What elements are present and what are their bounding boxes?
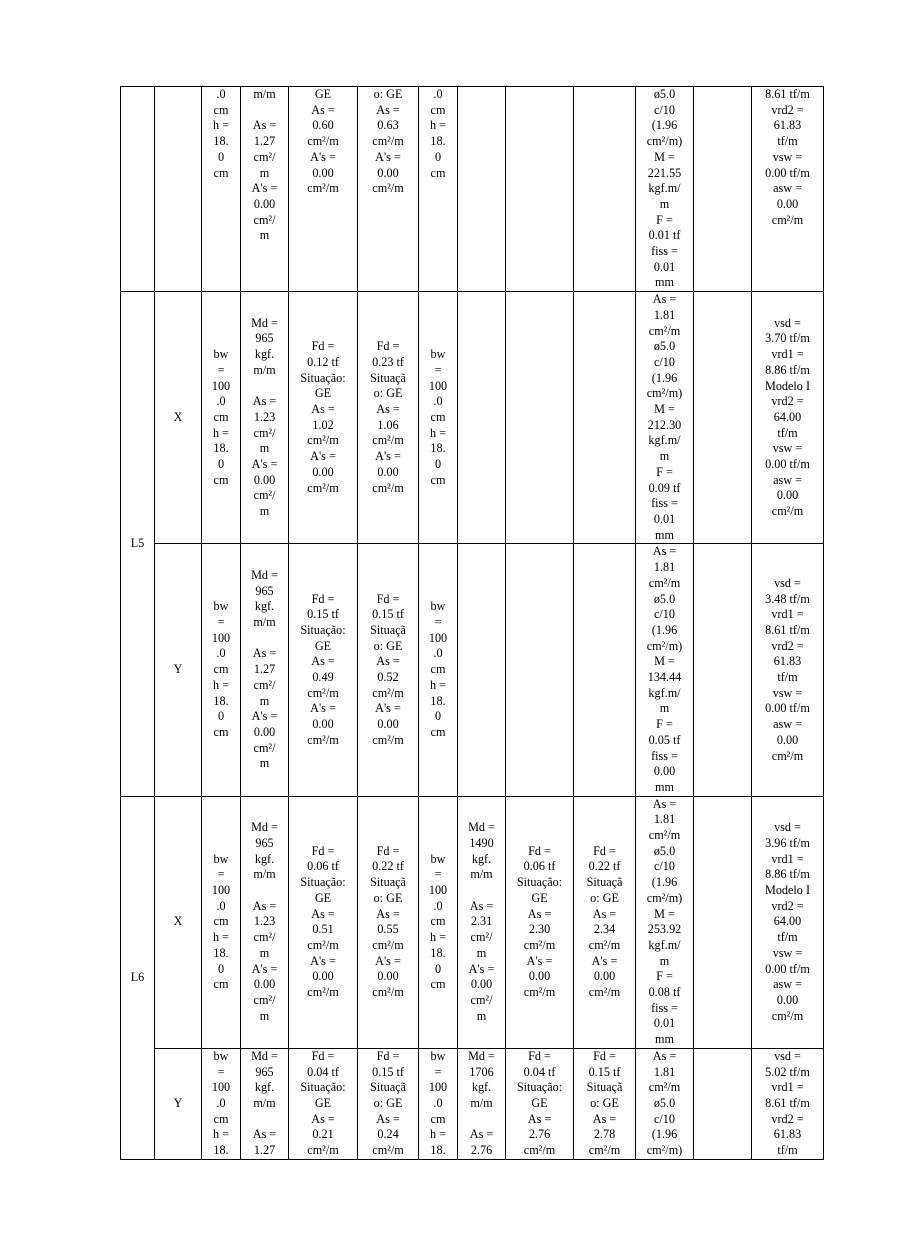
empty-cell xyxy=(694,1048,752,1159)
force-cell xyxy=(574,544,636,796)
shear-cell: 8.61 tf/m vrd2 = 61.83 tf/m vsw = 0.00 tf/m asw = 0.00 cm²/m xyxy=(752,87,824,292)
direction-cell: X xyxy=(155,796,202,1048)
force-cell xyxy=(506,87,574,292)
section-cell: .0 cm h = 18. 0 cm xyxy=(202,87,241,292)
reinforcement-cell: As = 1.81 cm²/m ø5.0 c/10 (1.96 cm²/m) M = 134.44 kgf.m/ m F = 0.05 tf fiss = 0.00 mm xyxy=(636,544,694,796)
slab-cell: L6 xyxy=(121,796,155,1159)
reinforcement-cell: As = 1.81 cm²/m ø5.0 c/10 (1.96 cm²/m) M = 253.92 kgf.m/ m F = 0.08 tf fiss = 0.01 mm xyxy=(636,796,694,1048)
moment-cell: Md = 1490 kgf. m/m As = 2.31 cm²/ m A's = 0.00 cm²/ m xyxy=(458,796,506,1048)
force-cell xyxy=(506,544,574,796)
reinforcement-cell: As = 1.81 cm²/m ø5.0 c/10 (1.96 cm²/m) xyxy=(636,1048,694,1159)
empty-cell xyxy=(694,796,752,1048)
force-cell xyxy=(574,292,636,544)
slab-design-table xyxy=(120,86,824,1160)
moment-cell: Md = 965 kgf. m/m As = 1.27 xyxy=(241,1048,289,1159)
moment-cell: Md = 965 kgf. m/m As = 1.23 cm²/ m A's = 0.00 cm²/ m xyxy=(241,292,289,544)
force-cell: GE As = 0.60 cm²/m A's = 0.00 cm²/m xyxy=(289,87,358,292)
reinforcement-cell: ø5.0 c/10 (1.96 cm²/m) M = 221.55 kgf.m/ m F = 0.01 tf fiss = 0.01 mm xyxy=(636,87,694,292)
section-cell: bw = 100 .0 cm h = 18. xyxy=(419,1048,458,1159)
force-cell: Fd = 0.04 tf Situação: GE As = 0.21 cm²/m xyxy=(289,1048,358,1159)
force-cell: o: GE As = 0.63 cm²/m A's = 0.00 cm²/m xyxy=(358,87,419,292)
direction-cell: X xyxy=(155,292,202,544)
section-cell: bw = 100 .0 cm h = 18. 0 cm xyxy=(419,796,458,1048)
shear-cell: vsd = 3.48 tf/m vrd1 = 8.61 tf/m vrd2 = 61.83 tf/m vsw = 0.00 tf/m asw = 0.00 cm²/m xyxy=(752,544,824,796)
moment-cell: Md = 965 kgf. m/m As = 1.23 cm²/ m A's = 0.00 cm²/ m xyxy=(241,796,289,1048)
moment-cell: Md = 965 kgf. m/m As = 1.27 cm²/ m A's = 0.00 cm²/ m xyxy=(241,544,289,796)
direction-cell: Y xyxy=(155,1048,202,1159)
table-row xyxy=(121,1048,824,1159)
slab-cell xyxy=(121,87,155,292)
table-row xyxy=(121,87,824,292)
table-row xyxy=(121,796,824,1048)
empty-cell xyxy=(694,544,752,796)
moment-cell xyxy=(458,292,506,544)
reinforcement-cell: As = 1.81 cm²/m ø5.0 c/10 (1.96 cm²/m) M = 212.30 kgf.m/ m F = 0.09 tf fiss = 0.01 mm xyxy=(636,292,694,544)
empty-cell xyxy=(694,87,752,292)
moment-cell xyxy=(458,544,506,796)
moment-cell xyxy=(458,87,506,292)
slab-cell: L5 xyxy=(121,292,155,797)
table-row xyxy=(121,292,824,544)
force-cell: Fd = 0.22 tf Situaçã o: GE As = 2.34 cm²/m A's = 0.00 cm²/m xyxy=(574,796,636,1048)
force-cell: Fd = 0.15 tf Situaçã o: GE As = 0.52 cm²/m A's = 0.00 cm²/m xyxy=(358,544,419,796)
force-cell: Fd = 0.04 tf Situação: GE As = 2.76 cm²/m xyxy=(506,1048,574,1159)
section-cell: bw = 100 .0 cm h = 18. 0 cm xyxy=(419,544,458,796)
section-cell: .0 cm h = 18. 0 cm xyxy=(419,87,458,292)
shear-cell: vsd = 3.70 tf/m vrd1 = 8.86 tf/m Modelo I vrd2 = 64.00 tf/m vsw = 0.00 tf/m asw = 0.00 cm²/m xyxy=(752,292,824,544)
direction-cell xyxy=(155,87,202,292)
section-cell: bw = 100 .0 cm h = 18. 0 cm xyxy=(202,796,241,1048)
force-cell xyxy=(574,87,636,292)
force-cell xyxy=(506,292,574,544)
shear-cell: vsd = 3.96 tf/m vrd1 = 8.86 tf/m Modelo I vrd2 = 64.00 tf/m vsw = 0.00 tf/m asw = 0.00 cm²/m xyxy=(752,796,824,1048)
shear-cell: vsd = 5.02 tf/m vrd1 = 8.61 tf/m vrd2 = 61.83 tf/m xyxy=(752,1048,824,1159)
force-cell: Fd = 0.15 tf Situaçã o: GE As = 2.78 cm²/m xyxy=(574,1048,636,1159)
force-cell: Fd = 0.15 tf Situaçã o: GE As = 0.24 cm²/m xyxy=(358,1048,419,1159)
force-cell: Fd = 0.22 tf Situaçã o: GE As = 0.55 cm²/m A's = 0.00 cm²/m xyxy=(358,796,419,1048)
force-cell: Fd = 0.06 tf Situação: GE As = 2.30 cm²/m A's = 0.00 cm²/m xyxy=(506,796,574,1048)
section-cell: bw = 100 .0 cm h = 18. xyxy=(202,1048,241,1159)
moment-cell: m/m As = 1.27 cm²/ m A's = 0.00 cm²/ m xyxy=(241,87,289,292)
force-cell: Fd = 0.15 tf Situação: GE As = 0.49 cm²/m A's = 0.00 cm²/m xyxy=(289,544,358,796)
direction-cell: Y xyxy=(155,544,202,796)
force-cell: Fd = 0.23 tf Situaçã o: GE As = 1.06 cm²/m A's = 0.00 cm²/m xyxy=(358,292,419,544)
section-cell: bw = 100 .0 cm h = 18. 0 cm xyxy=(419,292,458,544)
section-cell: bw = 100 .0 cm h = 18. 0 cm xyxy=(202,544,241,796)
table-row xyxy=(121,544,824,796)
empty-cell xyxy=(694,292,752,544)
force-cell: Fd = 0.06 tf Situação: GE As = 0.51 cm²/m A's = 0.00 cm²/m xyxy=(289,796,358,1048)
section-cell: bw = 100 .0 cm h = 18. 0 cm xyxy=(202,292,241,544)
force-cell: Fd = 0.12 tf Situação: GE As = 1.02 cm²/m A's = 0.00 cm²/m xyxy=(289,292,358,544)
moment-cell: Md = 1706 kgf. m/m As = 2.76 xyxy=(458,1048,506,1159)
